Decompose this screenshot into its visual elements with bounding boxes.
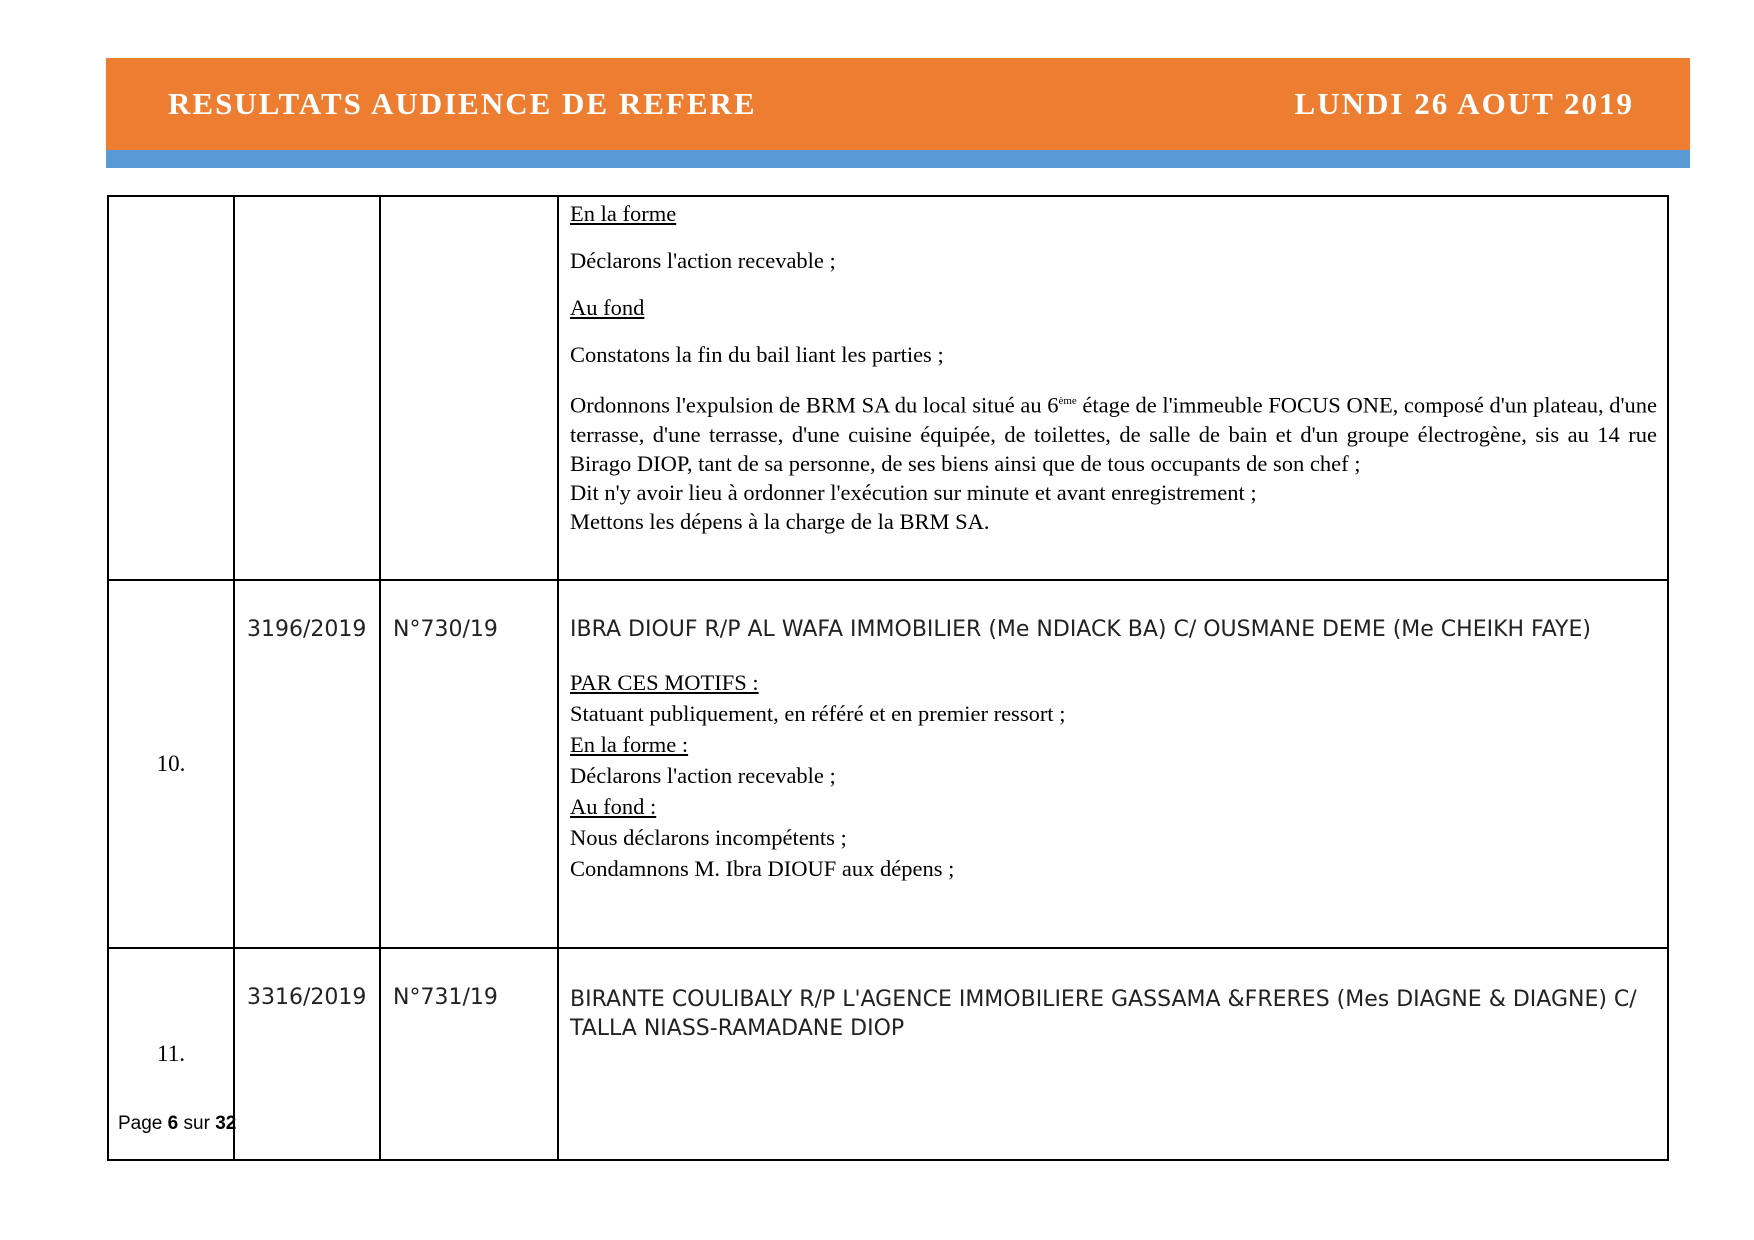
decision-cell xyxy=(558,580,1668,948)
page-footer xyxy=(118,1113,236,1135)
forme-heading: En la forme : xyxy=(570,732,689,757)
fond-text: Nous déclarons incompétents ; xyxy=(570,825,847,850)
fond-heading: Au fond : xyxy=(570,794,657,819)
rg-number: 3196/2019 xyxy=(234,580,380,948)
execution-text: Dit n'y avoir lieu à ordonner l'exécution sur minute et avant enregistrement ; xyxy=(570,479,1257,505)
ordonnance-number: N°730/19 xyxy=(380,580,558,948)
page-prefix: Page xyxy=(118,1113,168,1134)
row-number xyxy=(108,196,234,580)
page-header xyxy=(106,58,1690,150)
parties-text: IBRA DIOUF R/P AL WAFA IMMOBILIER (Me NDIACK BA) C/ OUSMANE DEME (Me CHEIKH FAYE) xyxy=(570,617,1591,642)
statuant-text: Statuant publiquement, en référé et en premier ressort ; xyxy=(570,701,1066,726)
fond-heading: Au fond xyxy=(570,295,645,320)
fond-text: Constatons la fin du bail liant les parties ; xyxy=(570,342,944,367)
table-row xyxy=(108,196,1668,580)
rg-number: 3316/2019 xyxy=(234,948,380,1160)
ordonnance-number: N°731/19 xyxy=(380,948,558,1160)
expulsion-superscript: ème xyxy=(1058,395,1077,407)
header-date: LUNDI 26 AOUT 2019 xyxy=(1294,86,1634,121)
results-table xyxy=(107,195,1669,1161)
decision-body xyxy=(559,668,1667,883)
table-row xyxy=(108,948,1668,1160)
forme-text: Déclarons l'action recevable ; xyxy=(570,763,836,788)
parties-text: BIRANTE COULIBALY R/P L'AGENCE IMMOBILIERE GASSAMA &FRERES (Mes DIAGNE & DIAGNE) C/ TALLA NIASS-RAMADANE DIOP xyxy=(570,987,1637,1041)
row-number: 10. xyxy=(108,580,234,948)
decision-cell xyxy=(558,948,1668,1160)
header-stripe xyxy=(106,150,1690,168)
depens-text: Mettons les dépens à la charge de la BRM SA. xyxy=(570,508,990,534)
page-total: 32 xyxy=(215,1113,237,1134)
header-title: RESULTATS AUDIENCE DE REFERE xyxy=(168,86,757,121)
motifs-heading: PAR CES MOTIFS : xyxy=(570,670,759,695)
rg-number xyxy=(234,196,380,580)
expulsion-text xyxy=(570,387,1657,478)
expulsion-part-b: étage de l'immeuble FOCUS ONE, composé d'un plateau, d'une terrasse, d'une terrasse, d'une cuisine équipée, de toilettes, de salle de bain et d'un groupe électrogène, sis au 14 rue Birago DIOP, tant de sa personne, de ses biens ainsi que de tous occupants de son chef ; xyxy=(570,392,1657,476)
expulsion-part-a: Ordonnons l'expulsion de BRM SA du local situé au 6 xyxy=(570,392,1059,418)
fond-text-2: Condamnons M. Ibra DIOUF aux dépens ; xyxy=(570,856,955,881)
table-row xyxy=(108,580,1668,948)
page-current: 6 xyxy=(167,1113,179,1134)
ordonnance-number xyxy=(380,196,558,580)
forme-text: Déclarons l'action recevable ; xyxy=(570,248,836,273)
row-number: 11. xyxy=(108,948,234,1160)
forme-heading: En la forme xyxy=(570,201,677,226)
decision-cell xyxy=(558,196,1668,580)
page-middle: sur xyxy=(178,1113,216,1134)
